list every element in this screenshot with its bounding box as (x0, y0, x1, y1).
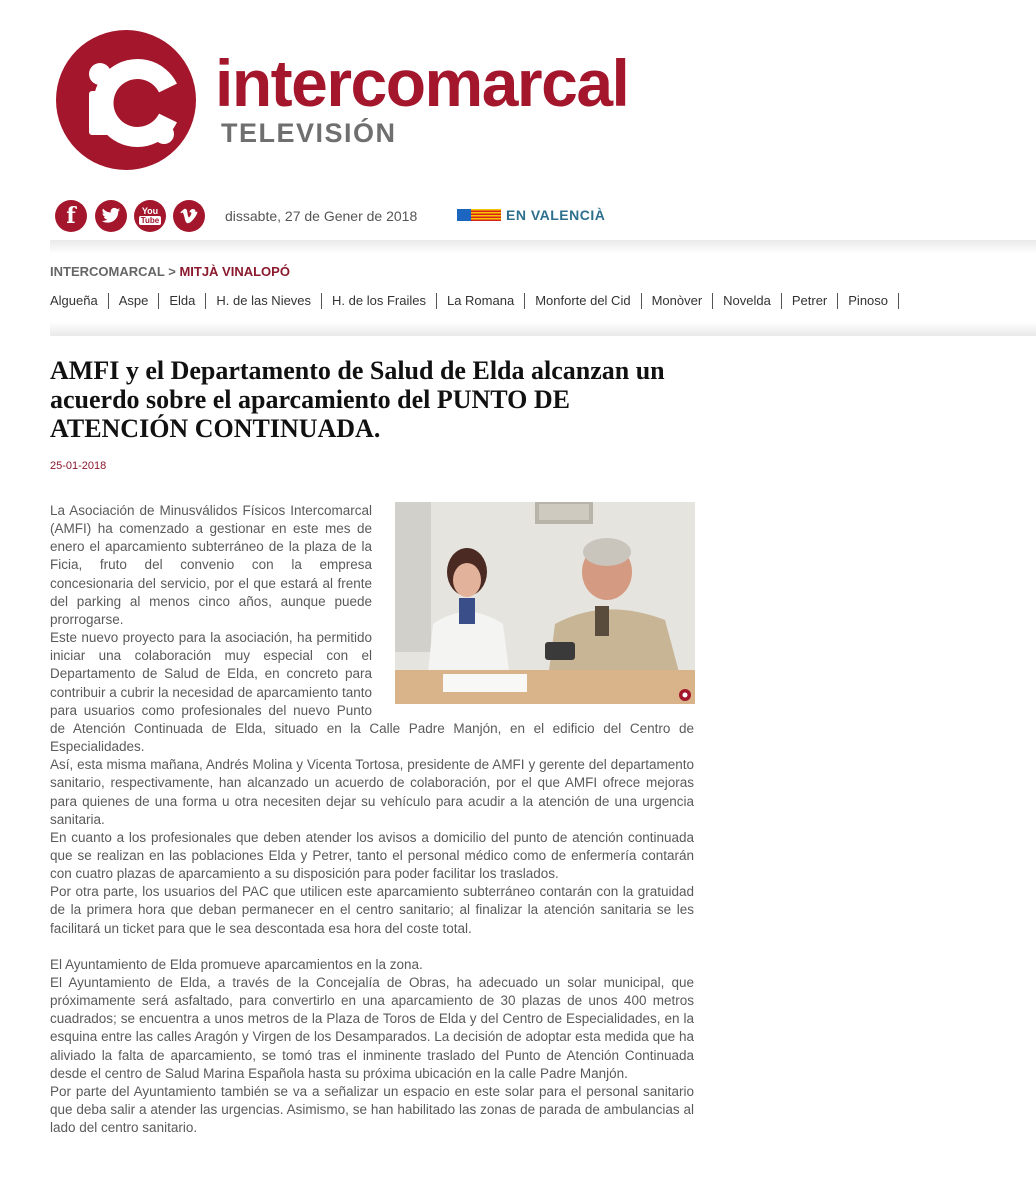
article-body (50, 502, 694, 1137)
town-link-la-romana[interactable]: La Romana (437, 293, 525, 309)
town-link-monforte-del-cid[interactable]: Monforte del Cid (525, 293, 641, 309)
article-paragraph: La Asociación de Minusválidos Físicos Intercomarcal (AMFI) ha comenzado a gestionar en este mes de enero el aparcamiento subterráneo de la plaza de la Ficia, fruto del convenio con la empresa concesionaria del servicio, por el que estará al frente del parking al menos cinco años, aunque puede prorrogarse. (50, 503, 372, 627)
town-link-monover[interactable]: Monòver (642, 293, 714, 309)
article-paragraph: Este nuevo proyecto para la asociación, ha permitido iniciar una colaboración muy especial con el Departamento de Salud de Elda, en concreto para contribuir a cubrir la necesidad de aparcamiento tanto para usuarios como profesionales del nuevo Punto de Atención Continuada de Elda, situado en la Calle Padre Manjón, en el edificio del Centro de Especialidades. (50, 630, 694, 755)
town-link-novelda[interactable]: Novelda (713, 293, 782, 309)
language-switch[interactable] (457, 207, 605, 223)
article-paragraph: Por otra parte, los usuarios del PAC que utilicen este aparcamiento subterráneo contarán con la gratuidad de la primera hora que deban permanecer en el centro sanitario; al finalizar la atención sanitaria se les facilitará un ticket para que le sea descontada esa hora del coste total. (50, 884, 694, 936)
separator-band (50, 322, 1036, 336)
current-date: dissabte, 27 de Gener de 2018 (225, 208, 418, 224)
twitter-icon (101, 207, 121, 225)
town-link-h-de-las-nieves[interactable]: H. de las Nieves (206, 293, 322, 309)
article-paragraph: El Ayuntamiento de Elda, a través de la Concejalía de Obras, ha adecuado un solar municipal, que próximamente será asfaltado, para convertirlo en una aparcamiento de 30 plazas de unos 400 metros cuadrados; se encuentra a unos metros de la Plaza de Toros de Elda y del Centro de Especialidades, en la esquina entre las calles Aragón y Virgen de los Desamparados. La decisión de adoptar esta medida que ha aliviado la falta de aparcamiento, se tomó tras el inminente traslado del Punto de Atención Continuada desde el centro de Salud Marina Española hasta su próxima ubicación en la calle Padre Manjón. (50, 974, 694, 1081)
youtube-icon: You Tube (140, 206, 160, 225)
facebook-link[interactable] (55, 200, 87, 232)
photo-spacer (394, 502, 694, 707)
youtube-link[interactable] (134, 200, 166, 232)
town-link-alguena[interactable]: Algueña (50, 293, 109, 309)
intercomarcal-logo-icon (56, 30, 196, 170)
article-subheading: El Ayuntamiento de Elda promueve aparcamientos en la zona. (50, 956, 423, 972)
town-link-aspe[interactable]: Aspe (109, 293, 160, 309)
breadcrumb-separator: > (168, 264, 176, 279)
language-label: EN VALENCIÀ (506, 207, 606, 223)
breadcrumb-current: MITJÀ VINALOPÓ (179, 264, 290, 279)
vimeo-link[interactable] (173, 200, 205, 232)
breadcrumb (50, 264, 290, 279)
facebook-icon: f (66, 203, 76, 229)
logo-wordmark: intercomarcal (215, 46, 629, 120)
twitter-link[interactable] (95, 200, 127, 232)
town-link-h-de-los-frailes[interactable]: H. de los Frailes (322, 293, 437, 309)
town-link-pinoso[interactable]: Pinoso (838, 293, 899, 309)
separator-band (50, 240, 1036, 254)
town-nav (50, 293, 899, 309)
breadcrumb-home-link[interactable]: INTERCOMARCAL (50, 264, 165, 279)
article-paragraph: Así, esta misma mañana, Andrés Molina y Vicenta Tortosa, presidente de AMFI y gerente del departamento sanitario, respectivamente, han alcanzado un acuerdo de colaboración, por el que AMFI ofrece mejoras para quienes de una forma u otra necesiten dejar su vehículo para acudir a la atención de una urgencia sanitaria. (50, 757, 694, 827)
article-title: AMFI y el Departamento de Salud de Elda alcanzan un acuerdo sobre el aparcamiento del PUNTO DE ATENCIÓN CONTINUADA. (50, 356, 665, 443)
town-link-elda[interactable]: Elda (159, 293, 206, 309)
article-paragraph: Por parte del Ayuntamiento también se va a señalizar un espacio en este solar para el personal sanitario que deba salir a atender las urgencias. Asimismo, se han habilitado las zonas de parada de ambulancias al lado del centro sanitario. (50, 1083, 694, 1136)
article-date: 25-01-2018 (50, 460, 107, 472)
vimeo-icon (180, 208, 198, 224)
town-link-petrer[interactable]: Petrer (782, 293, 838, 309)
logo-subtitle: TELEVISIÓN (221, 118, 397, 148)
article-paragraph: En cuanto a los profesionales que deben atender los avisos a domicilio del punto de atención continuada que se realizan en las poblaciones Elda y Petrer, tanto el personal médico como de enfermería contarán con cuatro plazas de aparcamiento a su disposición para poder facilitar los traslados. (50, 829, 694, 882)
valencian-flag-icon (457, 209, 501, 221)
